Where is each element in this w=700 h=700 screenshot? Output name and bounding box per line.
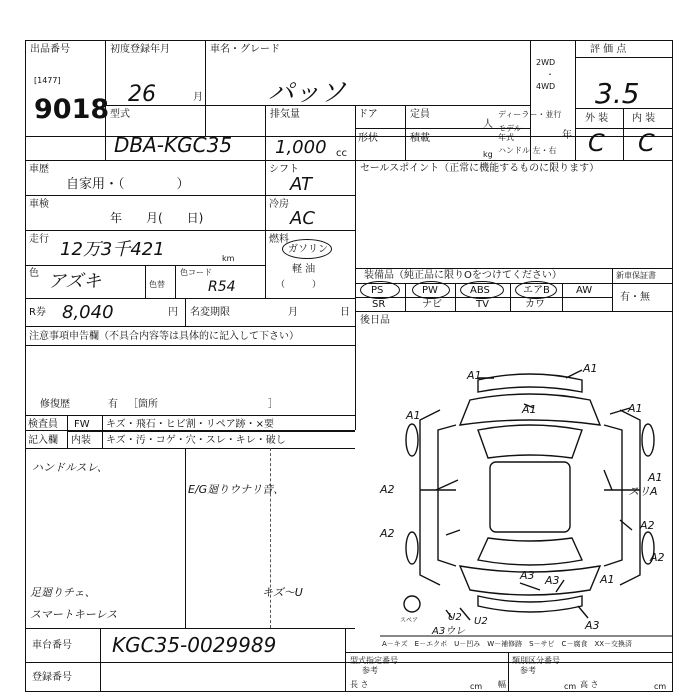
model-value: DBA-KGC35 (114, 133, 233, 157)
cc-unit: cc (336, 148, 347, 159)
memo-engine: E/G廻りウナリ音、 (188, 483, 285, 496)
fuel-paren: （ ） (276, 280, 322, 290)
equipment-airbag: エアB (523, 285, 550, 296)
mark-a1-right-front: A1 (628, 402, 643, 415)
yen-unit: 円 (168, 307, 178, 318)
mark-u2-a: U2 (448, 612, 462, 623)
repair-location: ［箇所 ］ (128, 399, 278, 410)
cm-unit-2: cm (564, 682, 577, 691)
interior-score: C (638, 129, 655, 157)
capacity-label: 定員 (410, 109, 430, 120)
shape-label: 形状 (358, 133, 378, 144)
mark-a2-right: A2 (640, 519, 655, 532)
dealer-label: ディーラー・並行 (498, 110, 562, 119)
model-year-label: モデル年式 (498, 124, 522, 142)
equipment-abs: ABS (470, 285, 490, 296)
drive-4wd: 4WD (536, 82, 556, 91)
kg-unit: kg (483, 150, 493, 159)
name-change-day: 日 (340, 307, 350, 318)
length-label: 長 さ (350, 680, 369, 689)
drive-2wd: 2WD (536, 58, 556, 67)
ref-label-2: 参考 (520, 666, 536, 675)
name-change-month: 月 (288, 307, 298, 318)
load-label: 積載 (410, 133, 430, 144)
memo-smartkey: スマートキーレス (30, 608, 118, 621)
interior-label: 内 装 (632, 113, 656, 124)
warranty-label: 新車保証書 (616, 271, 656, 280)
cm-unit-1: cm (470, 682, 483, 691)
km-unit: km (222, 254, 235, 263)
chassis-value: KGC35-0029989 (112, 633, 277, 657)
lot-prefix: [1477] (34, 76, 61, 85)
selling-points-label: セールスポイント（正常に機能するものに限ります） (360, 163, 600, 174)
equipment-ps: PS (371, 285, 384, 296)
name-change-label: 名変期限 (190, 307, 230, 318)
notes-label: 注意事項申告欄（不具合内容等は具体的に記入して下さい） (29, 331, 299, 342)
fw-items: キズ・飛石・ヒビ割・リペア跡・×要 (106, 419, 274, 430)
ref-label-1: 参考 (362, 666, 378, 675)
recycle-label: R券 (29, 307, 46, 318)
model-spec-label: 型式指定番号 (350, 656, 398, 665)
fuel-diesel: 軽 油 (292, 264, 316, 275)
memo-handle: ハンドルスレ、 (32, 461, 108, 474)
shift-label: シフト (269, 164, 299, 175)
history-value: 自家用・（ ） (66, 177, 190, 192)
first-registration-label: 初度登録年月 (110, 44, 170, 55)
height-label: 高 さ (580, 680, 599, 689)
mark-a2-left-low: A2 (380, 527, 395, 540)
first-registration-year: 26 (128, 82, 156, 107)
evaluation-score: 3.5 (595, 77, 640, 110)
mark-a2-left: A2 (380, 483, 395, 496)
inspection-value: 年 月( 日) (110, 211, 204, 225)
month-unit: 月 (193, 92, 203, 103)
warranty-value: 有・無 (620, 292, 650, 303)
mileage-value: 12万3千421 (60, 239, 165, 260)
fuel-gasoline: ガソリン (288, 244, 328, 255)
displacement-label: 排気量 (270, 109, 300, 120)
model-label: 型式 (110, 109, 130, 120)
history-label: 車歴 (29, 164, 49, 175)
lot-number: 9018 (34, 94, 110, 125)
door-label: ドア (358, 109, 378, 120)
lot-label: 出品番号 (30, 44, 70, 55)
mark-a1-right-mid: A1 (648, 471, 663, 484)
equipment-tv: TV (476, 299, 489, 310)
damage-legend: A－キズ E－エクボ U－凹み W－補修跡 S－サビ C－腐食 XX－交換済 (382, 640, 633, 648)
spare-label: スペア (400, 617, 419, 624)
mark-a1-hood-left: A1 (406, 409, 421, 422)
displacement-value: 1,000 (275, 137, 327, 158)
inspector-label-1: 検査員 (28, 419, 58, 430)
memo-scratch: キズ〜U (262, 586, 303, 599)
later-date-label: 後日品 (360, 315, 390, 326)
evaluation-label: 評 価 点 (590, 44, 627, 55)
ac-label: 冷房 (269, 199, 289, 210)
interior-insp-label: 内装 (71, 435, 91, 446)
equipment-label: 装備品（純正品に限りOをつけてください） (364, 270, 562, 281)
ac-value: AC (290, 208, 315, 229)
mark-u2-b: U2 (474, 616, 488, 627)
color-change-label: 色替 (149, 280, 165, 289)
inspection-label: 車検 (29, 199, 49, 210)
fw-label: FW (74, 419, 90, 430)
color-code-label: 色コード (180, 268, 212, 277)
capacity-unit: 人 (483, 119, 493, 130)
repair-history-label: 修復歴 (40, 399, 70, 410)
shift-value: AT (290, 174, 312, 195)
year-unit: 年 (562, 130, 572, 141)
drive-dot: ・ (546, 70, 554, 79)
registration-label: 登録番号 (32, 672, 72, 683)
interior-items: キズ・汚・コゲ・穴・スレ・キレ・破し (106, 435, 286, 446)
handle-label: ハンドル 左・右 (498, 146, 557, 155)
car-name-value: パッソ (268, 78, 347, 108)
color-value: アズキ (48, 271, 102, 292)
color-label: 色 (29, 268, 39, 279)
width-label: 幅 (498, 680, 506, 689)
mileage-label: 走行 (29, 234, 49, 245)
exterior-label: 外 装 (585, 113, 609, 124)
fuel-label: 燃料 (269, 234, 289, 245)
equipment-leather: カワ (525, 299, 545, 310)
mark-a1-top-right: A1 (583, 362, 598, 375)
equipment-sr: SR (372, 299, 386, 310)
exterior-score: C (588, 129, 605, 157)
category-label: 類別区分番号 (512, 656, 560, 665)
mark-a2-right-low: A2 (650, 551, 665, 564)
car-name-label: 車名・グレード (210, 44, 280, 55)
inspector-label-2: 記入欄 (28, 435, 58, 446)
mark-a3-rear: A3 (585, 619, 600, 632)
memo-suspension: 足廻りチェ、 (30, 586, 96, 599)
equipment-aw: AW (576, 285, 593, 296)
cm-unit-3: cm (654, 682, 667, 691)
equipment-pw: PW (422, 285, 438, 296)
equipment-navi: ナビ (422, 299, 442, 310)
repair-present: 有 (108, 399, 118, 410)
mark-a3-bottom: A3 (545, 574, 560, 587)
mark-a3-left: A3 (520, 569, 535, 582)
color-code-value: R54 (208, 279, 236, 295)
mark-right-scuff: スリA (628, 485, 658, 498)
chassis-label: 車台番号 (32, 640, 72, 651)
recycle-value: 8,040 (62, 302, 114, 323)
mark-a3-dent: A3ウレ (432, 626, 466, 637)
mark-a1-rear: A1 (600, 573, 615, 586)
mark-a1-hood-mid: A1 (522, 403, 537, 416)
mark-a1-top-left: A1 (467, 369, 482, 382)
